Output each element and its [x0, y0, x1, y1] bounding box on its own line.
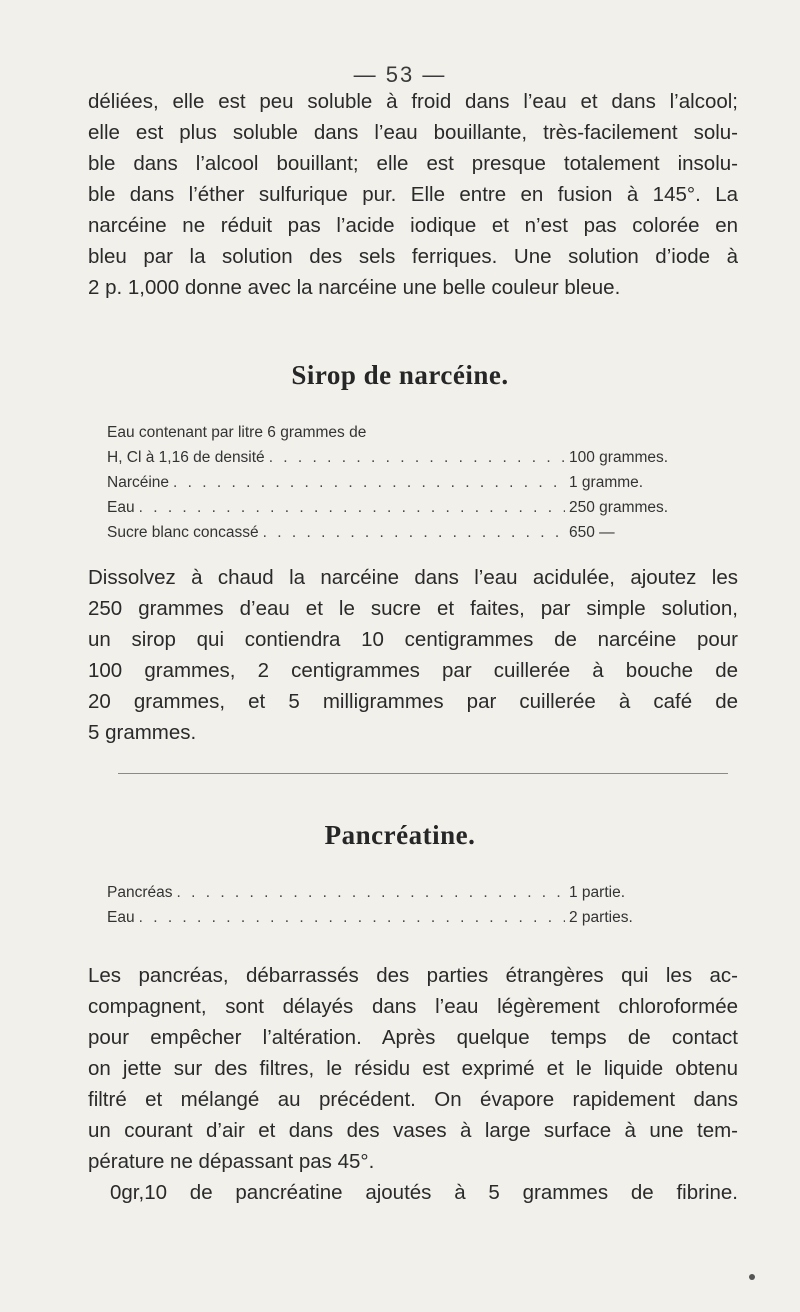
recipe-line — [107, 880, 727, 905]
ink-speck — [749, 1274, 755, 1280]
sirop-recipe — [107, 420, 727, 545]
text-line: Dissolvez à chaud la narcéine dans l’eau acidulée, ajoutez les — [88, 566, 738, 589]
ingredient-name: Sucre blanc concassé — [107, 524, 259, 541]
text-line: ble dans l’éther sulfurique pur. Elle entre en fusion à 145°. La — [88, 183, 738, 206]
ingredient-qty: 250 grammes. — [569, 499, 669, 516]
ingredient-name: Pancréas — [107, 884, 173, 901]
text-line: un sirop qui contiendra 10 centigrammes de narcéine pour — [88, 628, 738, 651]
ingredient-name: Eau — [107, 909, 135, 926]
ingredient-name: Narcéine — [107, 474, 170, 491]
text-line: 20 grammes, et 5 milligrammes par cuillerée à café de — [88, 690, 738, 713]
text-line: elle est plus soluble dans l’eau bouillante, très-facilement solu- — [88, 121, 738, 144]
pancreatine-paragraph — [88, 960, 738, 1208]
text-line: pour empêcher l’altération. Après quelque temps de contact — [88, 1026, 738, 1049]
sirop-paragraph — [88, 562, 738, 748]
text-line: 2 p. 1,000 donne avec la narcéine une belle couleur bleue. — [88, 276, 621, 299]
text-line: filtré et mélangé au précédent. On évapore rapidement dans — [88, 1088, 738, 1111]
text-line: 5 grammes. — [88, 721, 197, 744]
text-line: on jette sur des filtres, le résidu est exprimé et le liquide obtenu — [88, 1057, 738, 1080]
text-line: narcéine ne réduit pas l’acide iodique et n’est pas colorée en — [88, 214, 738, 237]
text-line: un courant d’air et dans des vases à large surface à une tem- — [88, 1119, 738, 1142]
recipe-line — [107, 520, 727, 545]
pancreatine-recipe — [107, 880, 727, 930]
page-number: — 53 — — [353, 62, 447, 87]
section-divider — [118, 773, 728, 774]
text-line: déliées, elle est peu soluble à froid dans l’eau et dans l’alcool; — [88, 90, 738, 113]
leader-dots — [173, 470, 565, 495]
ingredient-qty: 1 partie. — [569, 884, 626, 901]
ingredient-qty: 2 parties. — [569, 909, 633, 926]
leader-dots — [269, 445, 565, 470]
recipe-intro: Eau contenant par litre 6 grammes de — [107, 424, 367, 441]
ingredient-qty: 650 — — [569, 524, 615, 541]
section-title-sirop: Sirop de narcéine. — [291, 360, 509, 390]
text-line: compagnent, sont délayés dans l’eau légèrement chloroformée — [88, 995, 738, 1018]
text-line-indented: 0gr,10 de pancréatine ajoutés à 5 grammes de fibrine. — [110, 1181, 738, 1204]
leader-dots — [263, 520, 565, 545]
text-line: 250 grammes d’eau et le sucre et faites, par simple solution, — [88, 597, 738, 620]
text-line: ble dans l’alcool bouillant; elle est presque totalement insolu- — [88, 152, 738, 175]
leader-dots — [176, 880, 565, 905]
intro-paragraph — [88, 86, 738, 303]
text-line: pérature ne dépassant pas 45°. — [88, 1150, 375, 1173]
text-line: 100 grammes, 2 centigrammes par cuillerée à bouche de — [88, 659, 738, 682]
recipe-line — [107, 445, 727, 470]
section-title-pancreatine: Pancréatine. — [324, 820, 476, 850]
text-line: Les pancréas, débarrassés des parties étrangères qui les ac- — [88, 964, 738, 987]
ingredient-name: H, Cl à 1,16 de densité — [107, 449, 265, 466]
leader-dots — [139, 495, 565, 520]
recipe-line — [107, 905, 727, 930]
recipe-line — [107, 470, 727, 495]
ingredient-name: Eau — [107, 499, 135, 516]
ingredient-qty: 100 grammes. — [569, 449, 669, 466]
ingredient-qty: 1 gramme. — [569, 474, 644, 491]
recipe-line — [107, 495, 727, 520]
leader-dots — [139, 905, 565, 930]
text-line: bleu par la solution des sels ferriques. Une solution d’iode à — [88, 245, 738, 268]
